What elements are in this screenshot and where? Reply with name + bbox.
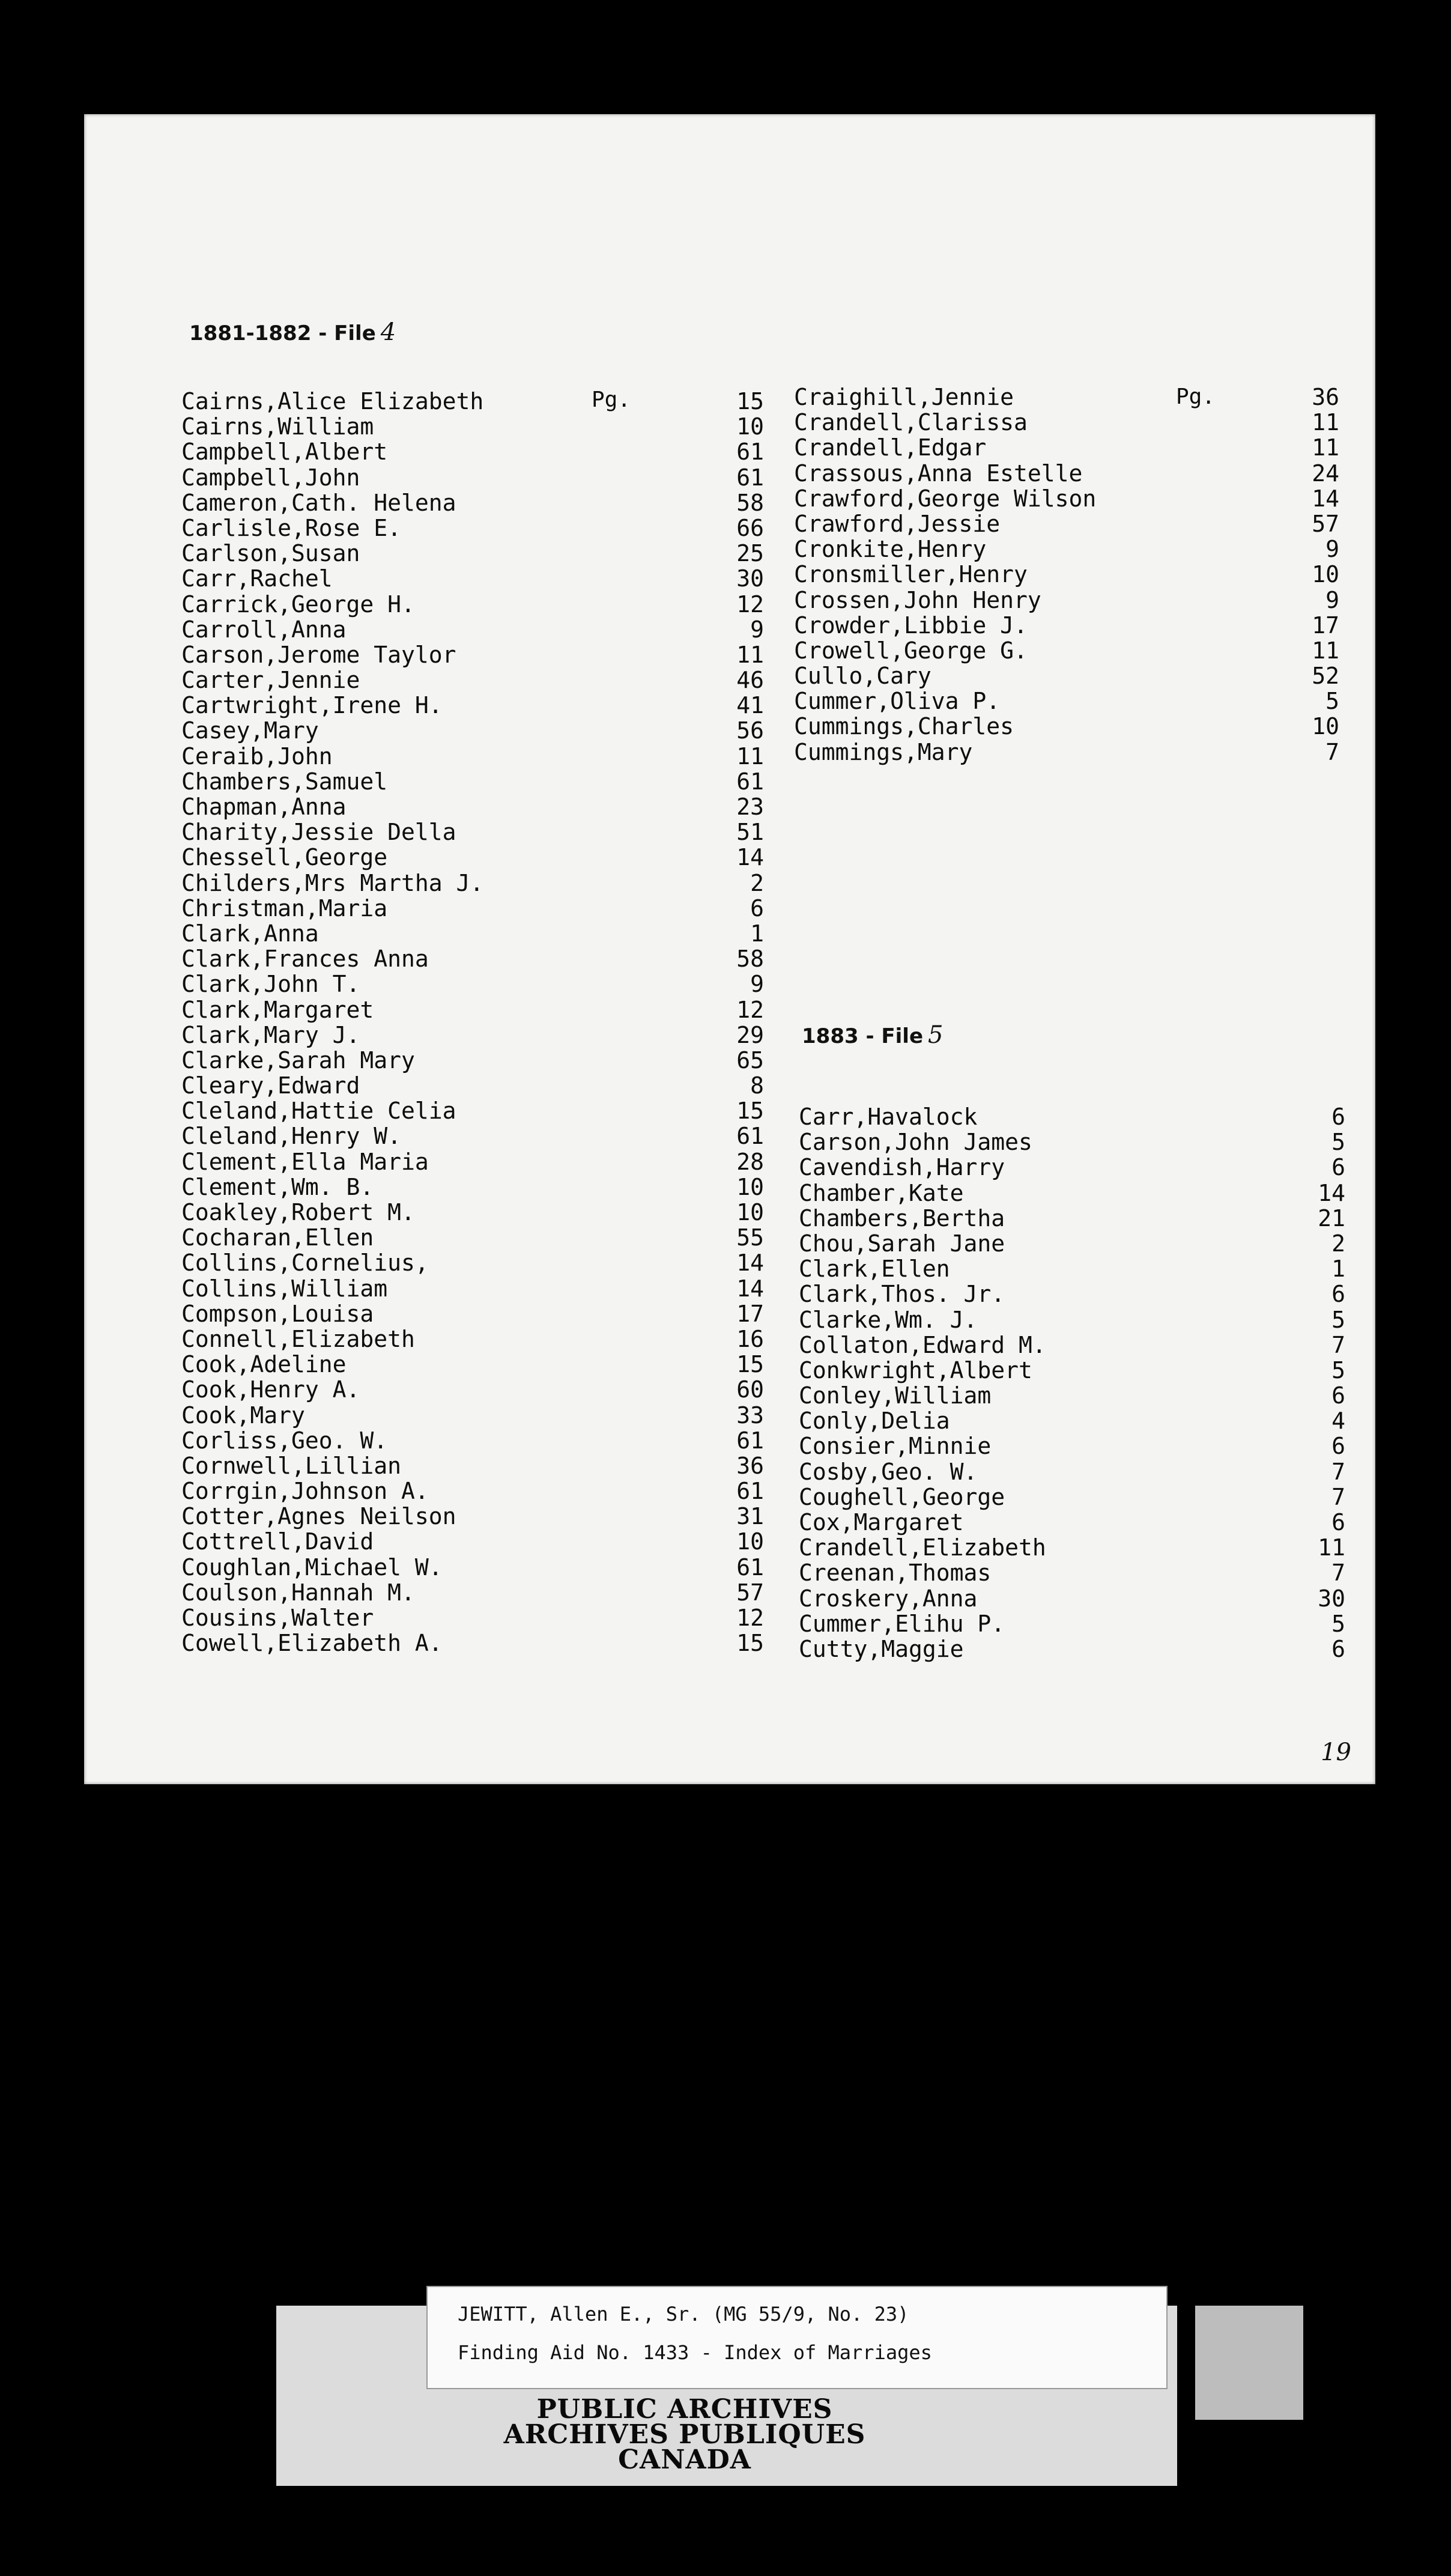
- entry-name: Clement,Wm. B.: [181, 1173, 374, 1200]
- entry-name: Cox,Margaret: [799, 1509, 964, 1536]
- entry-name: Cameron,Cath. Helena: [181, 489, 456, 516]
- entry-name: Cosby,Geo. W.: [799, 1458, 978, 1485]
- entry-page: 9: [1325, 586, 1339, 613]
- index-entry: [799, 1306, 1345, 1333]
- entry-page: 11: [1318, 1534, 1345, 1561]
- entry-name: Carrick,George H.: [181, 591, 415, 618]
- entry-name: Carr,Havalock: [799, 1104, 978, 1130]
- entry-name: Clark,Thos. Jr.: [799, 1281, 1005, 1308]
- entry-name: Cottrell,David: [181, 1528, 374, 1555]
- entry-page: 52: [1312, 663, 1339, 690]
- entry-page: 1: [1331, 1256, 1345, 1283]
- index-entry: [799, 1281, 1345, 1308]
- entry-page: 36: [736, 1452, 764, 1479]
- entry-name: Cleary,Edward: [181, 1072, 360, 1099]
- entry-page: 61: [736, 1478, 764, 1505]
- index-entry: [181, 769, 776, 794]
- index-entry: [181, 921, 776, 946]
- entry-page: 12: [736, 1605, 764, 1631]
- entry-page: 5: [1331, 1129, 1345, 1156]
- index-entry: [181, 1250, 776, 1275]
- index-entry: [794, 384, 1340, 410]
- index-entry: [799, 1356, 1345, 1384]
- entry-page: 61: [736, 1427, 764, 1454]
- entry-name: Casey,Mary: [181, 717, 319, 744]
- entry-name: Cronsmiller,Henry: [794, 561, 1028, 588]
- index-entry: [799, 1458, 1345, 1485]
- index-entry: [181, 1529, 776, 1554]
- index-entry: [799, 1204, 1345, 1232]
- entry-name: Crandell,Edgar: [794, 434, 987, 461]
- index-entry: [181, 870, 776, 896]
- entry-name: Crassous,Anna Estelle: [794, 460, 1083, 487]
- entry-page: 15: [736, 1351, 764, 1378]
- index-entry: [181, 845, 776, 870]
- entry-name: Cairns,Alice Elizabeth: [181, 388, 484, 415]
- entry-page: 60: [736, 1376, 764, 1403]
- entry-name: Coakley,Robert M.: [181, 1199, 415, 1226]
- index-entry: [799, 1154, 1345, 1181]
- entry-name: Cocharan,Ellen: [181, 1224, 374, 1251]
- entry-name: Crowder,Libbie J.: [794, 612, 1028, 639]
- entry-name: Connell,Elizabeth: [181, 1325, 415, 1352]
- page-number: 19: [1321, 1739, 1351, 1766]
- entry-name: Cotter,Agnes Neilson: [181, 1503, 456, 1530]
- entry-name: Coughlan,Michael W.: [181, 1554, 443, 1581]
- index-entry: [794, 435, 1340, 460]
- entry-name: Cousins,Walter: [181, 1605, 374, 1631]
- entry-name: Crawford,George Wilson: [794, 485, 1097, 512]
- index-entry: [799, 1483, 1345, 1510]
- entry-page: 56: [736, 717, 764, 744]
- document-page: [84, 114, 1375, 1784]
- index-entry: [794, 663, 1340, 688]
- index-entry: [181, 439, 776, 464]
- entry-name: Carroll,Anna: [181, 616, 347, 643]
- index-entry: [799, 1230, 1345, 1257]
- entry-page: 16: [736, 1325, 764, 1352]
- entry-page: 51: [736, 819, 764, 846]
- entry-name: Craighill,Jennie: [794, 384, 1014, 410]
- file-number-2: 5: [928, 1021, 944, 1049]
- entry-page: 6: [1331, 1635, 1345, 1662]
- entry-name: Coulson,Hannah M.: [181, 1579, 415, 1606]
- entry-page: 6: [1331, 1382, 1345, 1409]
- index-entry: [181, 1352, 776, 1377]
- entry-page: 8: [750, 1072, 764, 1099]
- index-entry: [181, 1428, 776, 1453]
- index-entry: [799, 1560, 1345, 1587]
- entry-page: 14: [736, 844, 764, 871]
- entry-name: Cook,Mary: [181, 1402, 305, 1429]
- index-entry: [181, 819, 776, 845]
- entry-page: 10: [736, 413, 764, 440]
- entry-page: 61: [736, 439, 764, 466]
- index-column-right: [794, 384, 1340, 765]
- entry-name: Croskery,Anna: [799, 1585, 978, 1612]
- entry-name: Charity,Jessie Della: [181, 819, 456, 846]
- entry-page: 4: [1331, 1408, 1345, 1435]
- index-entry: [181, 1326, 776, 1352]
- entry-name: Crandell,Clarissa: [794, 409, 1028, 436]
- entry-page: 6: [1331, 1104, 1345, 1130]
- index-entry: [181, 617, 776, 642]
- entry-name: Clement,Ella Maria: [181, 1148, 429, 1175]
- entry-name: Cleland,Hattie Celia: [181, 1098, 456, 1125]
- entry-name: Cook,Adeline: [181, 1351, 347, 1378]
- entry-page: 31: [736, 1503, 764, 1530]
- entry-name: Collins,Cornelius,: [181, 1250, 429, 1277]
- entry-name: Cummings,Charles: [794, 713, 1014, 740]
- entry-page: 28: [736, 1148, 764, 1175]
- entry-page: 61: [736, 1554, 764, 1581]
- index-entry: [181, 1403, 776, 1428]
- entry-name: Collaton,Edward M.: [799, 1331, 1046, 1358]
- pg-label-right: Pg.: [1176, 384, 1216, 409]
- entry-name: Crossen,John Henry: [794, 586, 1041, 613]
- index-entry: [181, 1073, 776, 1098]
- entry-name: Chambers,Bertha: [799, 1204, 1005, 1232]
- index-entry: [794, 714, 1340, 739]
- entry-name: Cornwell,Lillian: [181, 1452, 402, 1479]
- entry-page: 14: [1318, 1179, 1345, 1206]
- index-entry: [181, 389, 776, 414]
- index-entry: [799, 1585, 1345, 1612]
- entry-name: Cook,Henry A.: [181, 1376, 360, 1403]
- index-entry: [794, 740, 1340, 765]
- entry-name: Cavendish,Harry: [799, 1154, 1005, 1181]
- entry-page: 58: [736, 946, 764, 973]
- entry-page: 14: [736, 1250, 764, 1277]
- entry-page: 5: [1331, 1610, 1345, 1637]
- index-entry: [181, 414, 776, 439]
- index-entry: [799, 1179, 1345, 1206]
- entry-page: 5: [1331, 1306, 1345, 1333]
- entry-name: Christman,Maria: [181, 895, 388, 922]
- entry-name: Cutty,Maggie: [799, 1635, 964, 1662]
- entry-name: Clark,Margaret: [181, 996, 374, 1023]
- entry-page: 7: [1331, 1483, 1345, 1510]
- entry-name: Coughell,George: [799, 1483, 1005, 1510]
- finding-aid-label: [426, 2286, 1168, 2389]
- entry-name: Clarke,Sarah Mary: [181, 1046, 415, 1074]
- index-entry: [181, 1504, 776, 1529]
- index-entry: [181, 794, 776, 819]
- entry-name: Chambers,Samuel: [181, 768, 388, 795]
- entry-page: 41: [736, 692, 764, 719]
- entry-page: 7: [1331, 1331, 1345, 1358]
- entry-name: Crowell,George G.: [794, 637, 1028, 664]
- label-line-2: Finding Aid No. 1433 - Index of Marriages: [458, 2341, 932, 2364]
- entry-name: Carlson,Susan: [181, 540, 360, 567]
- entry-page: 10: [736, 1528, 764, 1555]
- index-entry: [794, 486, 1340, 511]
- entry-page: 15: [736, 1098, 764, 1125]
- entry-name: Carson,Jerome Taylor: [181, 641, 456, 668]
- entry-name: Campbell,Albert: [181, 439, 388, 466]
- index-entry: [799, 1610, 1345, 1637]
- entry-page: 61: [736, 768, 764, 795]
- entry-page: 11: [1312, 637, 1339, 664]
- index-entry: [181, 1149, 776, 1174]
- index-entry: [181, 1453, 776, 1478]
- entry-page: 5: [1331, 1356, 1345, 1384]
- entry-name: Chapman,Anna: [181, 794, 347, 820]
- entry-page: 9: [750, 971, 764, 998]
- entry-page: 15: [736, 388, 764, 415]
- entry-name: Clarke,Wm. J.: [799, 1306, 978, 1333]
- index-entry: [794, 511, 1340, 536]
- entry-name: Clark,Mary J.: [181, 1021, 360, 1048]
- index-column-left: [181, 389, 776, 1656]
- index-entry: [799, 1331, 1345, 1358]
- index-entry: [799, 1382, 1345, 1409]
- index-entry: [181, 490, 776, 515]
- entry-page: 61: [736, 1123, 764, 1150]
- entry-page: 11: [736, 743, 764, 770]
- entry-name: Corliss,Geo. W.: [181, 1427, 388, 1454]
- index-entry: [181, 1225, 776, 1250]
- entry-page: 9: [750, 616, 764, 643]
- entry-name: Cummer,Elihu P.: [799, 1610, 1005, 1637]
- entry-name: Carr,Rachel: [181, 565, 333, 592]
- entry-page: 6: [1331, 1509, 1345, 1536]
- entry-page: 30: [736, 565, 764, 592]
- entry-name: Carlisle,Rose E.: [181, 514, 402, 541]
- entry-page: 14: [1312, 485, 1339, 512]
- entry-name: Compson,Louisa: [181, 1300, 374, 1327]
- entry-page: 6: [1331, 1281, 1345, 1308]
- section-1-header: 1881-1882 - File 4: [189, 318, 396, 346]
- entry-page: 10: [736, 1173, 764, 1200]
- entry-page: 57: [736, 1579, 764, 1606]
- entry-name: Cowell,Elizabeth A.: [181, 1630, 443, 1657]
- entry-page: 55: [736, 1224, 764, 1251]
- index-entry: [181, 1048, 776, 1073]
- index-entry: [799, 1129, 1345, 1156]
- entry-page: 58: [736, 489, 764, 516]
- entry-page: 11: [1312, 434, 1339, 461]
- entry-name: Cartwright,Irene H.: [181, 692, 443, 719]
- entry-name: Clark,John T.: [181, 971, 360, 998]
- entry-name: Cummings,Mary: [794, 738, 973, 765]
- index-entry: [799, 1408, 1345, 1435]
- entry-name: Cummer,Oliva P.: [794, 688, 1001, 715]
- entry-name: Corrgin,Johnson A.: [181, 1478, 429, 1505]
- entry-page: 15: [736, 1630, 764, 1657]
- entry-name: Ceraib,John: [181, 743, 333, 770]
- index-entry: [181, 1174, 776, 1200]
- index-entry: [799, 1433, 1345, 1460]
- index-entry: [181, 1478, 776, 1504]
- index-entry: [181, 718, 776, 743]
- entry-name: Cairns,William: [181, 413, 374, 440]
- index-entry: [794, 638, 1340, 663]
- index-entry: [799, 1104, 1345, 1130]
- entry-name: Conkwright,Albert: [799, 1356, 1032, 1384]
- entry-page: 6: [1331, 1154, 1345, 1181]
- index-entry: [181, 1605, 776, 1630]
- index-entry: [181, 541, 776, 566]
- entry-page: 65: [736, 1046, 764, 1074]
- index-entry: [181, 1123, 776, 1149]
- index-entry: [181, 1301, 776, 1326]
- entry-page: 11: [736, 641, 764, 668]
- entry-name: Clark,Anna: [181, 920, 319, 947]
- entry-page: 7: [1331, 1458, 1345, 1485]
- entry-page: 12: [736, 591, 764, 618]
- index-entry: [181, 896, 776, 921]
- entry-page: 7: [1331, 1560, 1345, 1587]
- index-entry: [181, 693, 776, 718]
- index-entry: [794, 688, 1340, 714]
- entry-page: 1: [750, 920, 764, 947]
- entry-page: 7: [1325, 738, 1339, 765]
- entry-page: 6: [1331, 1433, 1345, 1460]
- file-number: 4: [380, 318, 396, 346]
- entry-page: 30: [1318, 1585, 1345, 1612]
- entry-page: 2: [1331, 1230, 1345, 1257]
- stamp-line-2: ARCHIVES PUBLIQUES: [503, 2419, 866, 2450]
- index-entry: [181, 667, 776, 693]
- entry-name: Clark,Ellen: [799, 1256, 950, 1283]
- entry-page: 24: [1312, 460, 1339, 487]
- label-line-1: JEWITT, Allen E., Sr. (MG 55/9, No. 23): [458, 2303, 909, 2325]
- entry-name: Consier,Minnie: [799, 1433, 992, 1460]
- index-entry: [181, 465, 776, 490]
- index-column-1883: [799, 1104, 1345, 1662]
- index-entry: [181, 744, 776, 769]
- entry-page: 29: [736, 1021, 764, 1048]
- entry-name: Cullo,Cary: [794, 663, 931, 690]
- entry-page: 46: [736, 667, 764, 694]
- entry-name: Carter,Jennie: [181, 667, 360, 694]
- index-entry: [181, 946, 776, 971]
- index-entry: [794, 588, 1340, 613]
- index-entry: [181, 971, 776, 997]
- index-entry: [181, 1630, 776, 1656]
- entry-page: 10: [1312, 561, 1339, 588]
- entry-page: 14: [736, 1275, 764, 1302]
- label-mount-right: [1195, 2306, 1303, 2420]
- entry-name: Cleland,Henry W.: [181, 1123, 402, 1150]
- index-entry: [181, 1580, 776, 1605]
- index-entry: [181, 1276, 776, 1301]
- index-entry: [181, 997, 776, 1022]
- entry-page: 12: [736, 996, 764, 1023]
- entry-page: 10: [736, 1199, 764, 1226]
- entry-page: 5: [1325, 688, 1339, 715]
- entry-name: Carson,John James: [799, 1129, 1032, 1156]
- section-2-header: 1883 - File 5: [802, 1021, 944, 1049]
- index-entry: [794, 562, 1340, 587]
- entry-name: Chamber,Kate: [799, 1179, 964, 1206]
- index-entry: [799, 1635, 1345, 1662]
- entry-page: 25: [736, 540, 764, 567]
- index-entry: [799, 1534, 1345, 1561]
- index-entry: [181, 1022, 776, 1048]
- index-entry: [794, 613, 1340, 638]
- index-entry: [181, 1377, 776, 1402]
- entry-page: 61: [736, 464, 764, 491]
- index-entry: [799, 1256, 1345, 1283]
- index-entry: [794, 536, 1340, 562]
- index-entry: [794, 461, 1340, 486]
- entry-name: Conly,Delia: [799, 1408, 950, 1435]
- entry-page: 9: [1325, 536, 1339, 563]
- entry-name: Chou,Sarah Jane: [799, 1230, 1005, 1257]
- stamp-line-3: CANADA: [618, 2444, 751, 2475]
- entry-page: 66: [736, 514, 764, 541]
- index-entry: [181, 592, 776, 617]
- entry-name: Crawford,Jessie: [794, 510, 1001, 537]
- index-entry: [799, 1509, 1345, 1536]
- stamp-line-1: PUBLIC ARCHIVES: [536, 2394, 833, 2425]
- entry-page: 36: [1312, 384, 1339, 410]
- index-entry: [181, 642, 776, 667]
- index-entry: [181, 1555, 776, 1580]
- index-entry: [181, 1098, 776, 1123]
- entry-name: Cronkite,Henry: [794, 536, 987, 563]
- entry-name: Childers,Mrs Martha J.: [181, 869, 484, 896]
- entry-page: 11: [1312, 409, 1339, 436]
- entry-name: Creenan,Thomas: [799, 1560, 992, 1587]
- entry-page: 17: [1312, 612, 1339, 639]
- entry-name: Clark,Frances Anna: [181, 946, 429, 973]
- entry-page: 6: [750, 895, 764, 922]
- entry-name: Campbell,John: [181, 464, 360, 491]
- public-archives-stamp: [384, 2394, 985, 2475]
- entry-name: Chessell,George: [181, 844, 388, 871]
- entry-name: Collins,William: [181, 1275, 388, 1302]
- index-entry: [181, 566, 776, 591]
- entry-page: 21: [1318, 1204, 1345, 1232]
- index-entry: [794, 410, 1340, 435]
- entry-page: 10: [1312, 713, 1339, 740]
- index-entry: [181, 1200, 776, 1225]
- entry-name: Conley,William: [799, 1382, 992, 1409]
- index-entry: [181, 515, 776, 541]
- entry-page: 57: [1312, 510, 1339, 537]
- entry-page: 2: [750, 869, 764, 896]
- entry-page: 17: [736, 1300, 764, 1327]
- pg-label-left: Pg.: [592, 387, 631, 412]
- entry-page: 23: [736, 794, 764, 820]
- entry-name: Crandell,Elizabeth: [799, 1534, 1046, 1561]
- entry-page: 33: [736, 1402, 764, 1429]
